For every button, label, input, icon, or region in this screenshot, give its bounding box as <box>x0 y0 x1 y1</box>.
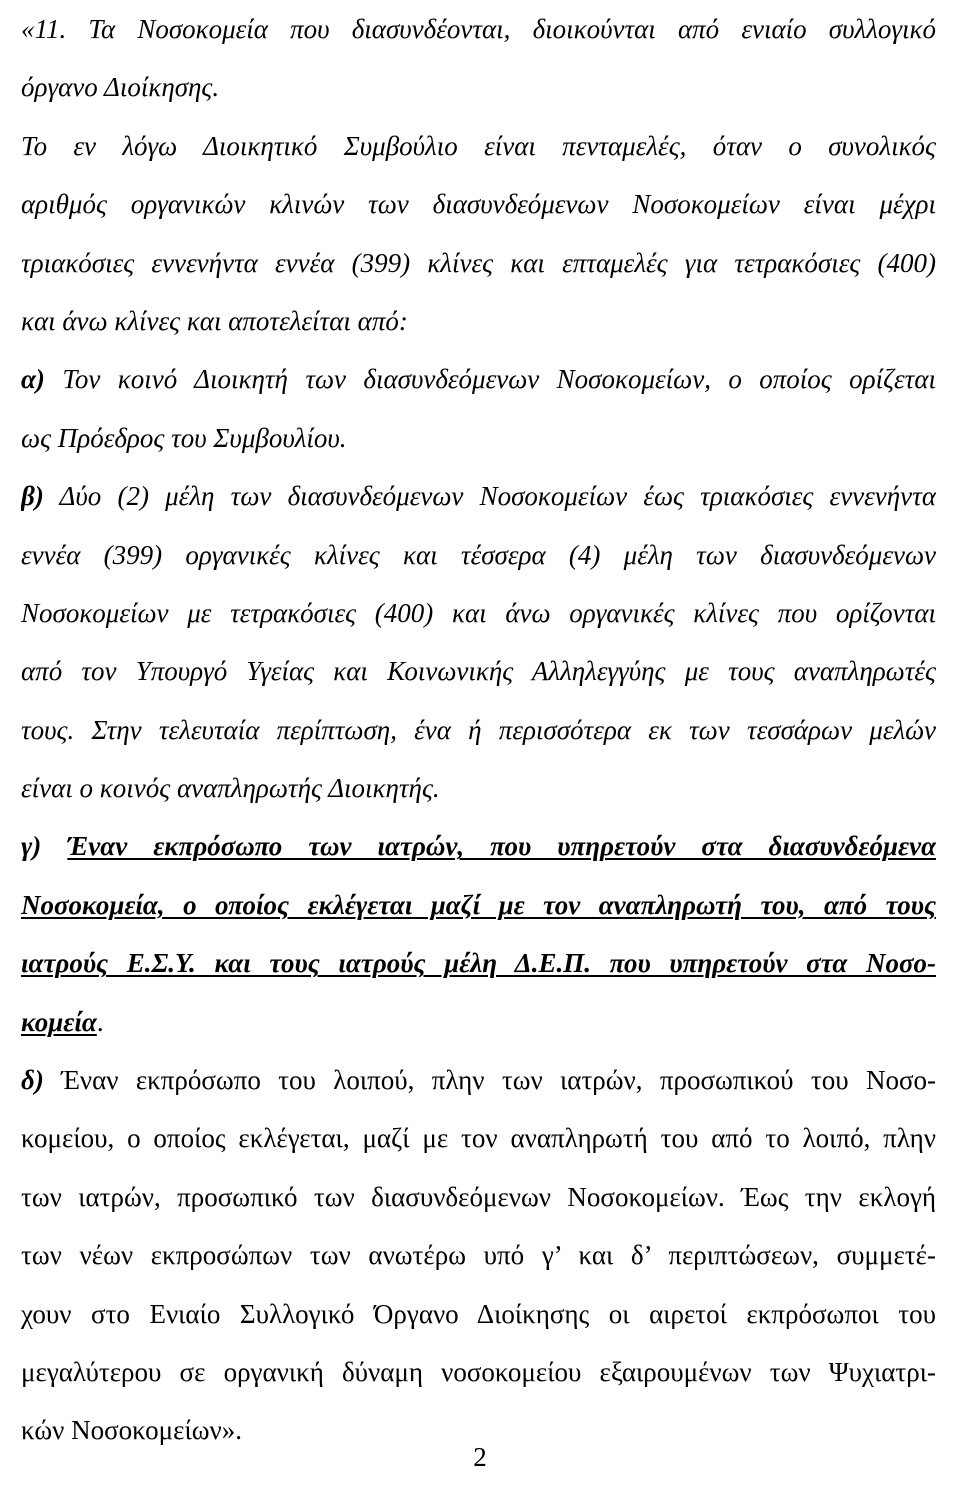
text-line: τριακόσιες εννενήντα εννέα (399) κλίνες και επταμελές για τετρακόσιες (400) <box>21 247 936 278</box>
item-11 <box>21 0 936 117</box>
text-line: εννέα (399) οργανικές κλίνες και τέσσερα (4) μέλη των διασυνδεόμενων <box>21 539 936 570</box>
text-line: είναι ο κοινός αναπληρωτής Διοικητής. <box>21 773 440 804</box>
text-line: τους. Στην τελευταία περίπτωση, ένα ή περισσότερα εκ των τεσσάρων μελών <box>21 714 936 745</box>
clause-label: γ) <box>21 831 42 862</box>
text-line: μεγαλύτερου σε οργανική δύναμη νοσοκομείου εξαιρουμένων των Ψυχιατρι- <box>21 1356 936 1387</box>
clause-text: Έναν εκπρόσωπο του λοιπού, πλην των ιατρών, προσωπικού του Νοσο- <box>61 1065 936 1096</box>
clause-c <box>21 817 936 1051</box>
clause-text: ιατρούς Ε.Σ.Υ. και τους ιατρούς μέλη Δ.Ε.Π. που υπηρετούν στα Νοσο- <box>21 948 936 979</box>
text-line <box>21 350 936 408</box>
text-line <box>21 934 936 992</box>
clause-b <box>21 467 936 817</box>
text-line <box>21 467 936 525</box>
clause-text: Τον κοινό Διοικητή των διασυνδεόμενων Νοσοκομείων, ο οποίος ορίζεται <box>62 364 936 395</box>
text-line: των νέων εκπροσώπων των ανωτέρω υπό γ’ και δ’ περιπτώσεων, συμμετέ- <box>21 1240 936 1271</box>
text-line <box>21 876 936 934</box>
text-line: από τον Υπουργό Υγείας και Κοινωνικής Αλληλεγγύης με τους αναπληρωτές <box>21 656 936 687</box>
page-number: 2 <box>473 1442 487 1472</box>
text-line <box>21 1051 936 1109</box>
text-line: κομείου, ο οποίος εκλέγεται, μαζί με τον αναπληρωτή του από το λοιπό, πλην <box>21 1123 936 1154</box>
text-line: Νοσοκομείων με τετρακόσιες (400) και άνω οργανικές κλίνες που ορίζονται <box>21 597 936 628</box>
text-line: Το εν λόγω Διοικητικό Συμβούλιο είναι πενταμελές, όταν ο συνολικός <box>21 130 936 161</box>
clause-text: Έναν εκπρόσωπο των ιατρών, που υπηρετούν στα διασυνδεόμενα <box>67 831 936 862</box>
text-line: και άνω κλίνες και αποτελείται από: <box>21 305 408 336</box>
clause-label: δ) <box>21 1065 44 1096</box>
document-body <box>21 0 936 1460</box>
text-line: χουν στο Ενιαίο Συλλογικό Όργανο Διοίκησης οι αιρετοί εκπρόσωποι του <box>21 1298 936 1329</box>
text-line: ως Πρόεδρος του Συμβουλίου. <box>21 422 347 453</box>
text-line: των ιατρών, προσωπικό των διασυνδεόμενων Νοσοκομείων. Έως την εκλογή <box>21 1181 936 1212</box>
clause-text: κομεία <box>21 1006 97 1037</box>
text-line <box>21 817 936 875</box>
clause-d <box>21 1051 936 1460</box>
clause-label: α) <box>21 364 45 395</box>
clause-a <box>21 350 936 467</box>
clause-end-punct: . <box>96 1006 104 1037</box>
text-line: όργανο Διοίκησης. <box>21 72 220 103</box>
text-line: κών Νοσοκομείων». <box>21 1415 242 1446</box>
clause-text: Νοσοκομεία, ο οποίος εκλέγεται μαζί με τον αναπληρωτή του, από τους <box>21 889 936 920</box>
text-line: αριθμός οργανικών κλινών των διασυνδεόμενων Νοσοκομείων είναι μέχρι <box>21 189 936 220</box>
clause-label: β) <box>21 481 44 512</box>
clause-text: Δύο (2) μέλη των διασυνδεόμενων Νοσοκομείων έως τριακόσιες εννενήντα <box>59 481 936 512</box>
board-intro <box>21 117 936 351</box>
text-line <box>21 993 936 1051</box>
text-line: «11. Τα Νοσοκομεία που διασυνδέονται, διοικούνται από ενιαίο συλλογικό <box>21 14 936 44</box>
